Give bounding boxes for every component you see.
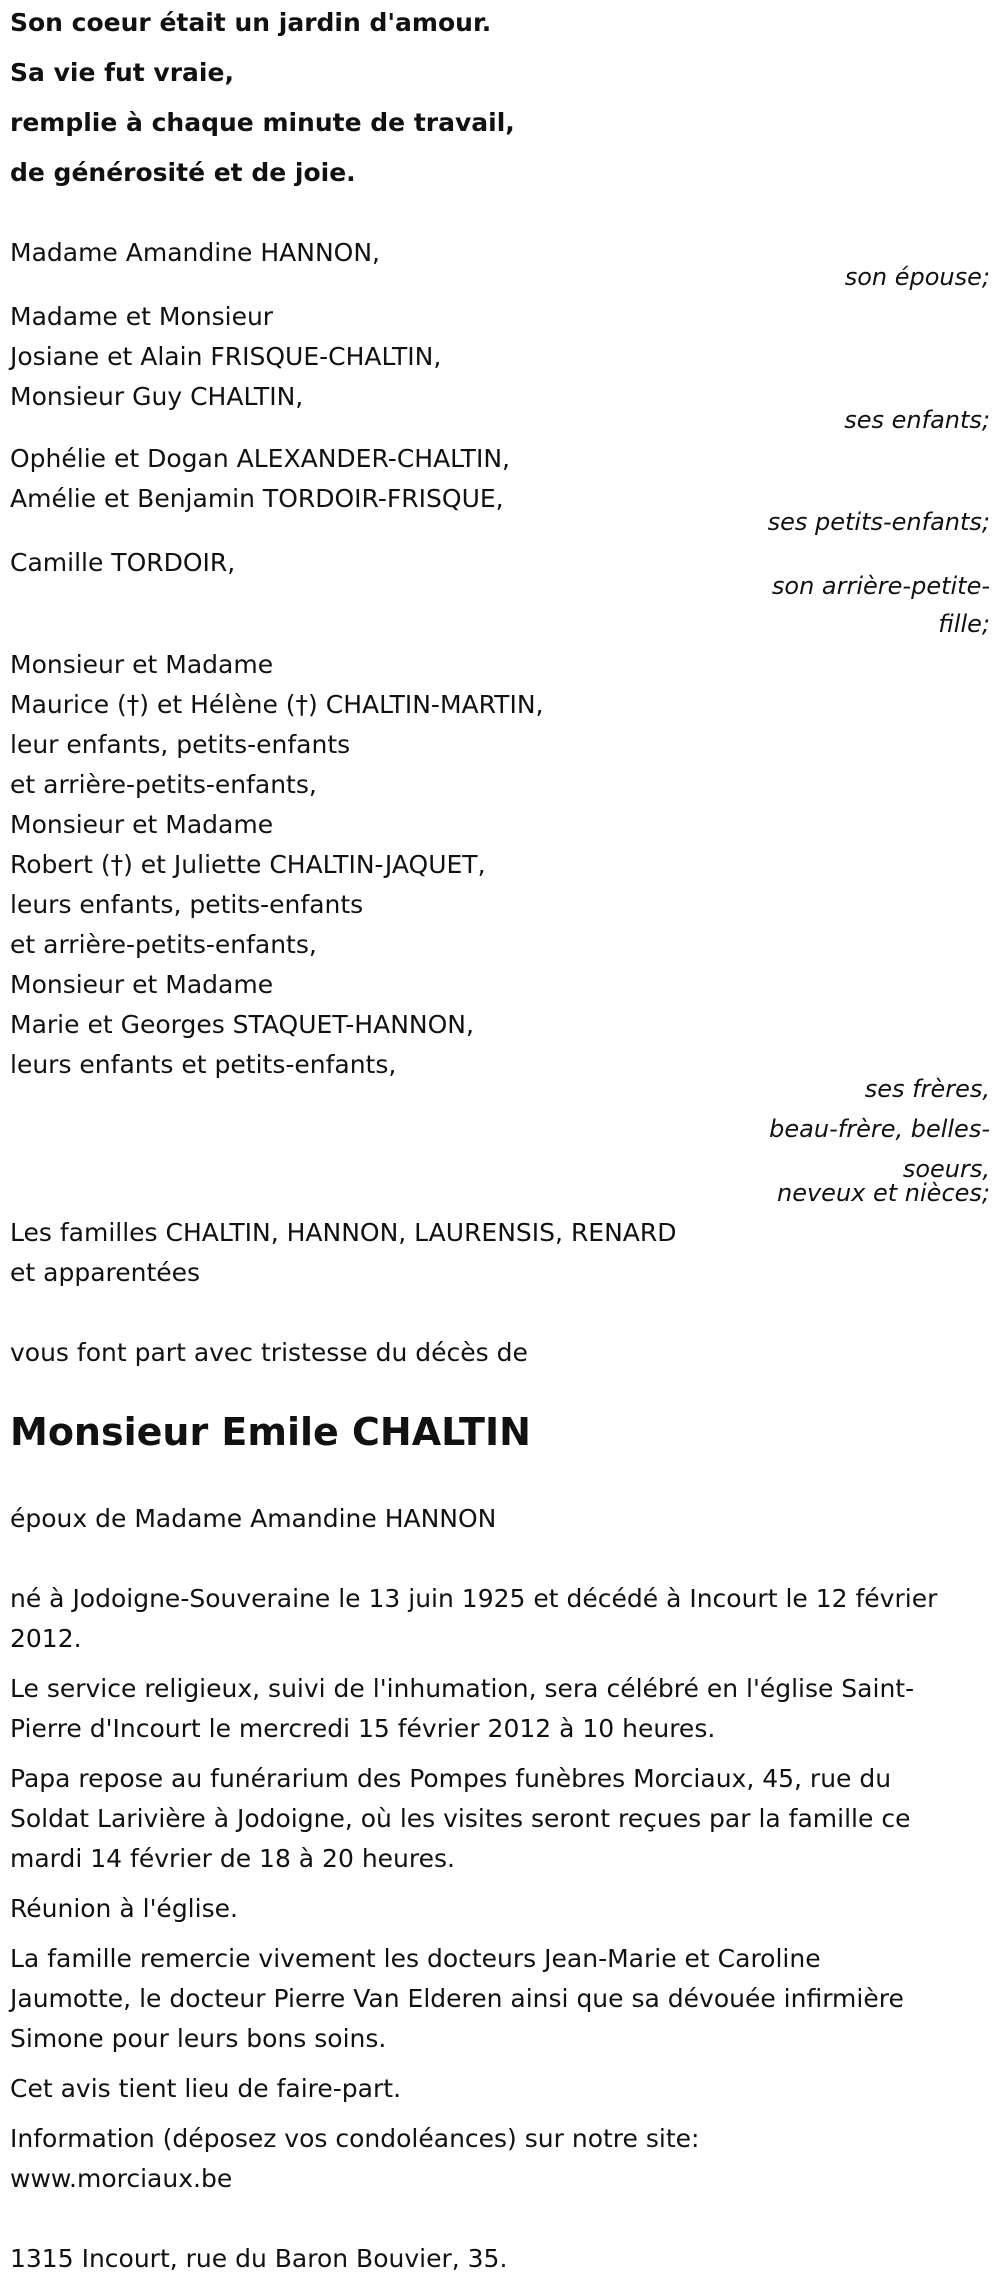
poem-line-2: Sa vie fut vraie,	[10, 58, 234, 87]
announcement-text: vous font part avec tristesse du décès de	[10, 1338, 528, 1367]
grandchildren-line-2: Amélie et Benjamin TORDOIR-FRISQUE,	[10, 484, 504, 513]
notice-text: Cet avis tient lieu de faire-part.	[10, 2074, 402, 2103]
children-line-2: Josiane et Alain FRISQUE-CHALTIN,	[10, 342, 442, 371]
siblings-line-7: leurs enfants, petits-enfants	[10, 890, 364, 919]
children-line-1: Madame et Monsieur	[10, 302, 274, 331]
great-granddaughter-role-2: fille;	[938, 610, 990, 638]
thanks-line-1: La famille remercie vivement les docteurs Jean-Marie et Caroline	[10, 1944, 821, 1973]
children-line-3: Monsieur Guy CHALTIN,	[10, 382, 304, 411]
siblings-line-11: leurs enfants et petits-enfants,	[10, 1050, 397, 1079]
deceased-relation: époux de Madame Amandine HANNON	[10, 1504, 497, 1533]
visitation-line-1: Papa repose au funérarium des Pompes funèbres Morciaux, 45, rue du	[10, 1764, 892, 1793]
siblings-role-3: soeurs,	[902, 1155, 990, 1183]
address-text: 1315 Incourt, rue du Baron Bouvier, 35.	[10, 2244, 508, 2273]
siblings-role-2: beau-frère, belles-	[769, 1115, 990, 1143]
great-granddaughter-name: Camille TORDOIR,	[10, 548, 236, 577]
poem-line-4: de générosité et de joie.	[10, 158, 356, 187]
siblings-line-6: Robert (†) et Juliette CHALTIN-JAQUET,	[10, 850, 486, 879]
birth-death-line-1: né à Jodoigne-Souveraine le 13 juin 1925 et décédé à Incourt le 12 février	[10, 1584, 938, 1613]
siblings-line-9: Monsieur et Madame	[10, 970, 274, 999]
siblings-role-1: ses frères,	[864, 1075, 990, 1103]
service-line-1: Le service religieux, suivi de l'inhumation, sera célébré en l'église Saint-	[10, 1674, 915, 1703]
deceased-name: Monsieur Emile CHALTIN	[10, 1410, 531, 1454]
poem-line-1: Son coeur était un jardin d'amour.	[10, 8, 492, 37]
website-link[interactable]: www.morciaux.be	[10, 2164, 233, 2193]
visitation-line-2: Soldat Larivière à Jodoigne, où les visites seront reçues par la famille ce	[10, 1804, 911, 1833]
spouse-name: Madame Amandine HANNON,	[10, 238, 380, 267]
siblings-line-8: et arrière-petits-enfants,	[10, 930, 317, 959]
siblings-line-1: Monsieur et Madame	[10, 650, 274, 679]
families-line-2: et apparentées	[10, 1258, 201, 1287]
siblings-line-10: Marie et Georges STAQUET-HANNON,	[10, 1010, 474, 1039]
siblings-role-4: neveux et nièces;	[777, 1179, 990, 1207]
siblings-line-2: Maurice (†) et Hélène (†) CHALTIN-MARTIN,	[10, 690, 544, 719]
children-role: ses enfants;	[844, 406, 990, 434]
info-line: Information (déposez vos condoléances) sur notre site:	[10, 2124, 700, 2153]
siblings-line-5: Monsieur et Madame	[10, 810, 274, 839]
families-line-1: Les familles CHALTIN, HANNON, LAURENSIS, RENARD	[10, 1218, 677, 1247]
birth-death-line-2: 2012.	[10, 1624, 82, 1653]
poem-line-3: remplie à chaque minute de travail,	[10, 108, 515, 137]
siblings-line-4: et arrière-petits-enfants,	[10, 770, 317, 799]
thanks-line-2: Jaumotte, le docteur Pierre Van Elderen ainsi que sa dévouée infirmière	[10, 1984, 904, 2013]
siblings-line-3: leur enfants, petits-enfants	[10, 730, 351, 759]
meeting-text: Réunion à l'église.	[10, 1894, 238, 1923]
visitation-line-3: mardi 14 février de 18 à 20 heures.	[10, 1844, 455, 1873]
service-line-2: Pierre d'Incourt le mercredi 15 février 2012 à 10 heures.	[10, 1714, 716, 1743]
great-granddaughter-role-1: son arrière-petite-	[771, 572, 990, 600]
grandchildren-line-1: Ophélie et Dogan ALEXANDER-CHALTIN,	[10, 444, 510, 473]
grandchildren-role: ses petits-enfants;	[767, 508, 990, 536]
thanks-line-3: Simone pour leurs bons soins.	[10, 2024, 387, 2053]
spouse-role: son épouse;	[844, 263, 990, 291]
